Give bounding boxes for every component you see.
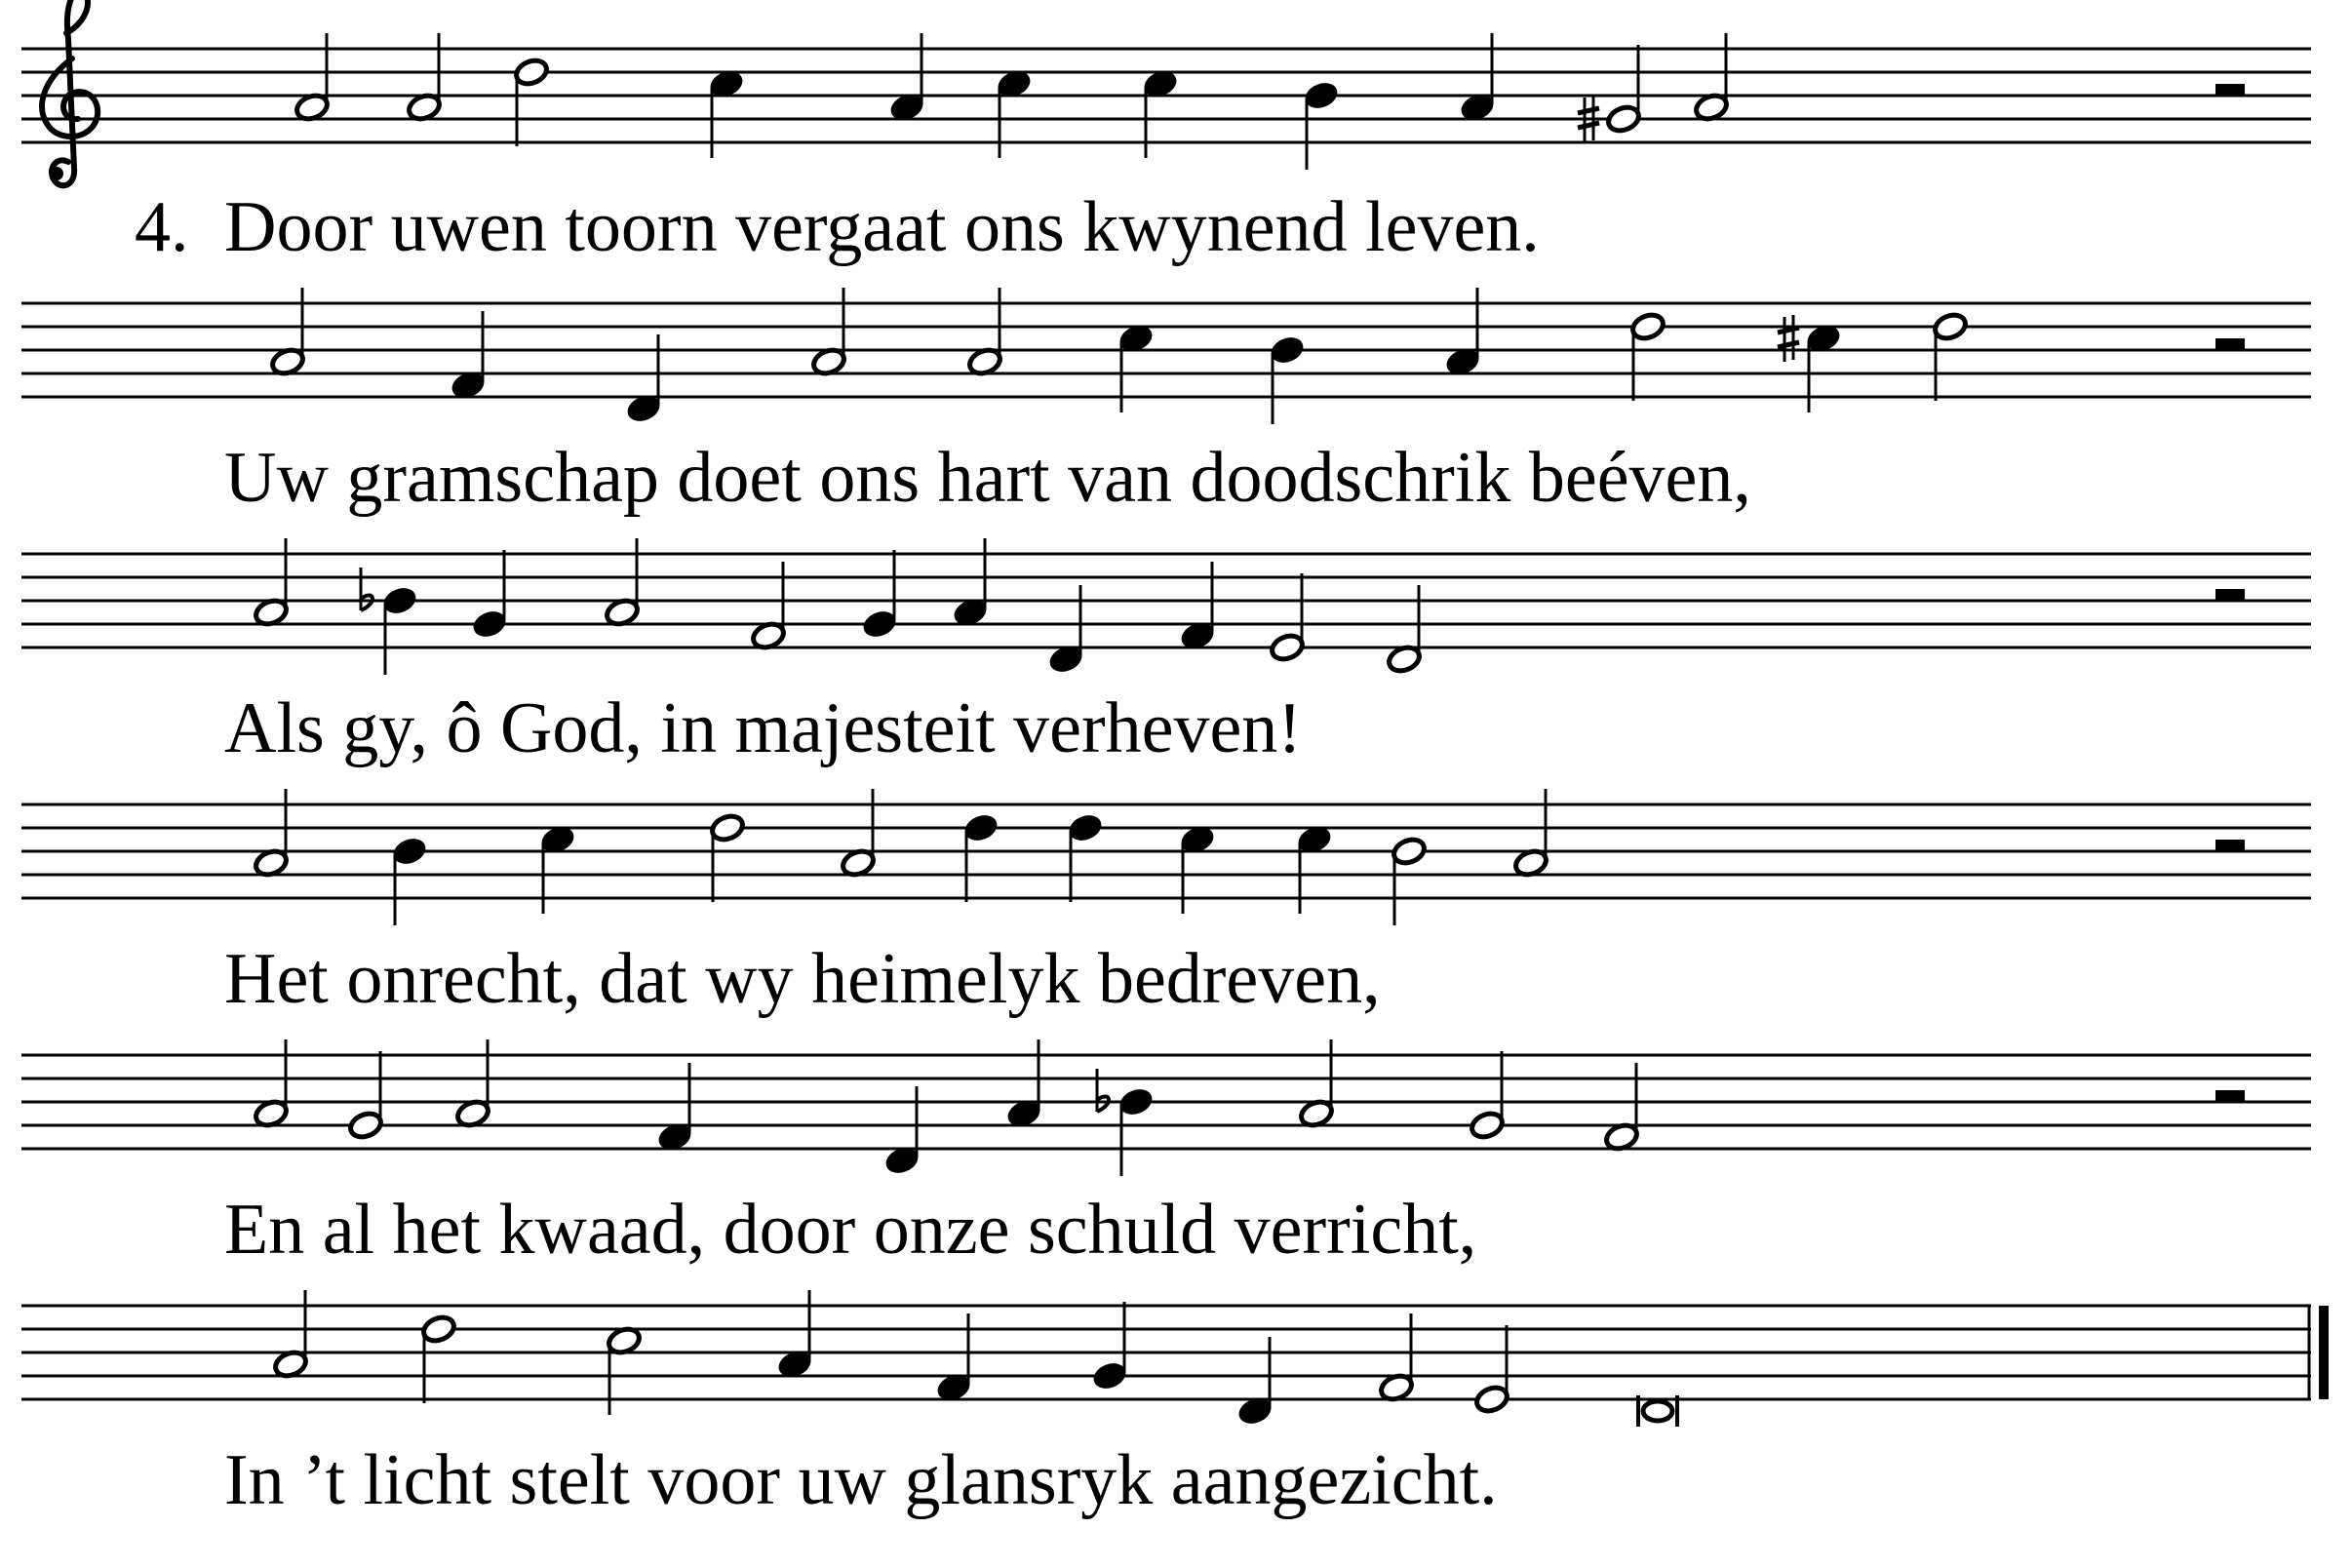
note [1269, 334, 1306, 424]
note [272, 1290, 309, 1380]
note [625, 334, 662, 424]
rest-icon [2215, 840, 2245, 851]
note [450, 311, 487, 401]
note [1578, 45, 1642, 142]
lyric-line-3: Als gy, ô God, in majesteit verheven! [224, 688, 1302, 768]
note [269, 288, 306, 377]
notehead [1391, 836, 1428, 867]
lyric-line-4: Het onrecht, dat wy heimelyk bedreven, [224, 939, 1381, 1019]
note [1932, 311, 1969, 401]
notehead [1469, 1110, 1506, 1141]
note [361, 568, 418, 675]
note [1391, 836, 1428, 925]
note [1179, 562, 1216, 651]
flat-icon [361, 568, 372, 610]
note [604, 538, 641, 628]
notehead [962, 812, 1000, 843]
note [708, 68, 745, 158]
staff-4 [21, 789, 2311, 925]
note [1091, 1302, 1128, 1392]
note [810, 288, 847, 377]
notehead [1629, 311, 1666, 342]
note [750, 562, 787, 651]
note [1386, 585, 1423, 675]
note [962, 812, 1000, 902]
note [888, 33, 925, 123]
note [420, 1313, 457, 1403]
notehead [381, 585, 418, 616]
note [1473, 1325, 1510, 1415]
notehead [1473, 1384, 1510, 1415]
note [1067, 812, 1104, 902]
note [391, 836, 428, 925]
lyric-line-6: In ’t licht stelt voor uw glansryk aangezicht. [224, 1440, 1498, 1520]
notehead [1605, 103, 1642, 135]
notehead [709, 812, 746, 843]
note [606, 1325, 643, 1415]
note [253, 789, 290, 879]
treble-clef-icon [42, 0, 98, 185]
note [1097, 1069, 1155, 1176]
staff-2 [21, 288, 2311, 424]
note [513, 57, 550, 146]
note [253, 1039, 290, 1129]
rest-icon [2215, 338, 2245, 350]
note [406, 33, 443, 123]
notehead [1303, 80, 1340, 111]
note [1469, 1051, 1506, 1141]
note [935, 1313, 972, 1403]
notehead [347, 1110, 384, 1141]
notehead [391, 836, 428, 867]
note [539, 824, 576, 914]
note [709, 812, 746, 902]
note [996, 68, 1033, 158]
note [1693, 33, 1730, 123]
notehead [1269, 632, 1306, 663]
lyric-line-2: Uw gramschap doet ons hart van doodschrik beéven, [224, 438, 1751, 518]
staff-5 [21, 1039, 2311, 1176]
notehead [1117, 1086, 1155, 1117]
sharp-icon [1778, 315, 1799, 362]
note [776, 1290, 813, 1380]
note [1142, 68, 1179, 158]
note [656, 1063, 693, 1153]
note [1269, 573, 1306, 663]
note [1296, 824, 1333, 914]
notehead [1067, 812, 1104, 843]
note [1444, 288, 1481, 377]
notehead [861, 608, 898, 640]
lyric-line-1: Door uwen toorn vergaat ons kwynend leven. [224, 187, 1540, 267]
note [454, 1039, 491, 1129]
note [1629, 311, 1666, 401]
note [840, 789, 877, 879]
staff-3 [21, 538, 2311, 675]
notehead [1643, 1401, 1672, 1421]
notehead [1091, 1360, 1128, 1392]
note [1047, 585, 1084, 675]
note [1298, 1039, 1335, 1129]
note [1005, 1039, 1042, 1129]
note [471, 550, 508, 640]
note [1179, 824, 1216, 914]
note [952, 538, 989, 628]
notehead [420, 1313, 457, 1345]
note [1303, 80, 1340, 170]
note [1117, 323, 1155, 412]
staff-1 [21, 33, 2311, 170]
note [1378, 1313, 1415, 1403]
lyric-line-5: En al het kwaad, door onze schuld verricht, [224, 1190, 1477, 1270]
notehead [513, 57, 550, 88]
note [861, 550, 898, 640]
rest-icon [2215, 1090, 2245, 1102]
staff-6 [21, 1290, 2329, 1427]
verse-number: 4. [135, 187, 189, 267]
note [883, 1086, 921, 1176]
rest-icon [2215, 84, 2245, 96]
note [1236, 1337, 1274, 1427]
note [253, 538, 290, 628]
notehead [471, 608, 508, 640]
note [1512, 789, 1549, 879]
final-barline [2319, 1306, 2329, 1399]
note [966, 288, 1003, 377]
note [347, 1051, 384, 1141]
note [1603, 1063, 1640, 1153]
rest-icon [2215, 589, 2245, 601]
note [1459, 33, 1496, 123]
flat-icon [1097, 1069, 1109, 1112]
notehead [1269, 334, 1306, 366]
note [294, 33, 331, 123]
notehead [1932, 311, 1969, 342]
